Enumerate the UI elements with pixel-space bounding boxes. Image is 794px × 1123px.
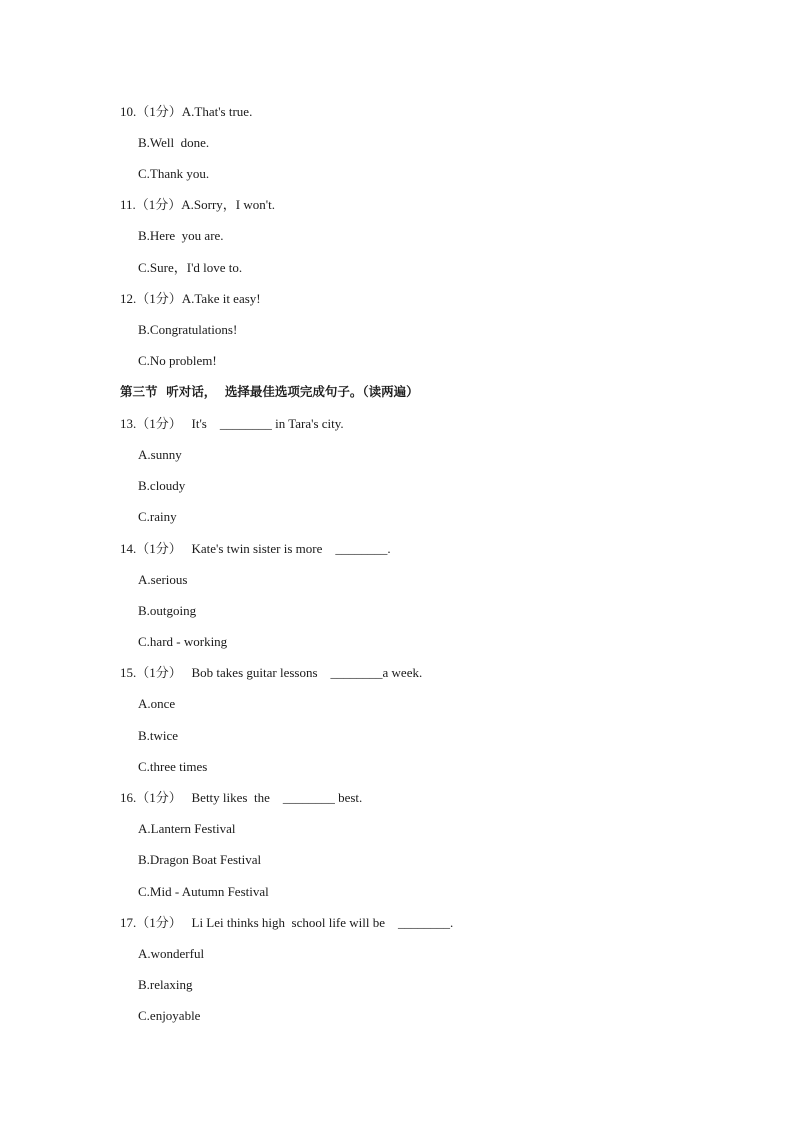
question-14-option-c: C.hard - working: [138, 634, 228, 649]
question-13-option-c: C.rainy: [138, 509, 177, 524]
question-13-stem: 13.（1分） It's ________ in Tara's city.: [120, 416, 344, 431]
question-10-option-c: C.Thank you.: [138, 166, 210, 181]
question-16-option-c: C.Mid - Autumn Festival: [138, 884, 269, 899]
question-16-option-b: B.Dragon Boat Festival: [138, 852, 262, 867]
question-12-option-c: C.No problem!: [138, 353, 217, 368]
question-17-stem: 17.（1分） Li Lei thinks high school life will be ________.: [120, 915, 454, 930]
question-13-option-b: B.cloudy: [138, 478, 186, 493]
question-15-option-c: C.three times: [138, 759, 208, 774]
question-11-option-c: C.Sure，I'd love to.: [138, 260, 243, 275]
question-12-option-b: B.Congratulations!: [138, 322, 238, 337]
question-14-option-b: B.outgoing: [138, 603, 197, 618]
question-16-stem: 16.（1分） Betty likes the ________ best.: [120, 790, 363, 805]
question-16-option-a: A.Lantern Festival: [138, 821, 236, 836]
question-14-option-a: A.serious: [138, 572, 188, 587]
question-15-option-b: B.twice: [138, 728, 179, 743]
question-17-option-b: B.relaxing: [138, 977, 193, 992]
question-15-option-a: A.once: [138, 696, 176, 711]
section-header: 第三节 听对话， 选择最佳选项完成句子。（读两遍）: [120, 384, 419, 399]
question-11-option-b: B.Here you are.: [138, 228, 224, 243]
question-14-stem: 14.（1分） Kate's twin sister is more ________.: [120, 541, 391, 556]
question-13-option-a: A.sunny: [138, 447, 182, 462]
question-10-stem: 10.（1分）A.That's true.: [120, 104, 253, 119]
question-11-stem: 11.（1分）A.Sorry，I won't.: [120, 197, 275, 212]
question-17-option-c: C.enjoyable: [138, 1008, 201, 1023]
question-17-option-a: A.wonderful: [138, 946, 205, 961]
question-15-stem: 15.（1分） Bob takes guitar lessons ________a week.: [120, 665, 423, 680]
question-12-stem: 12.（1分）A.Take it easy!: [120, 291, 261, 306]
question-10-option-b: B.Well done.: [138, 135, 210, 150]
